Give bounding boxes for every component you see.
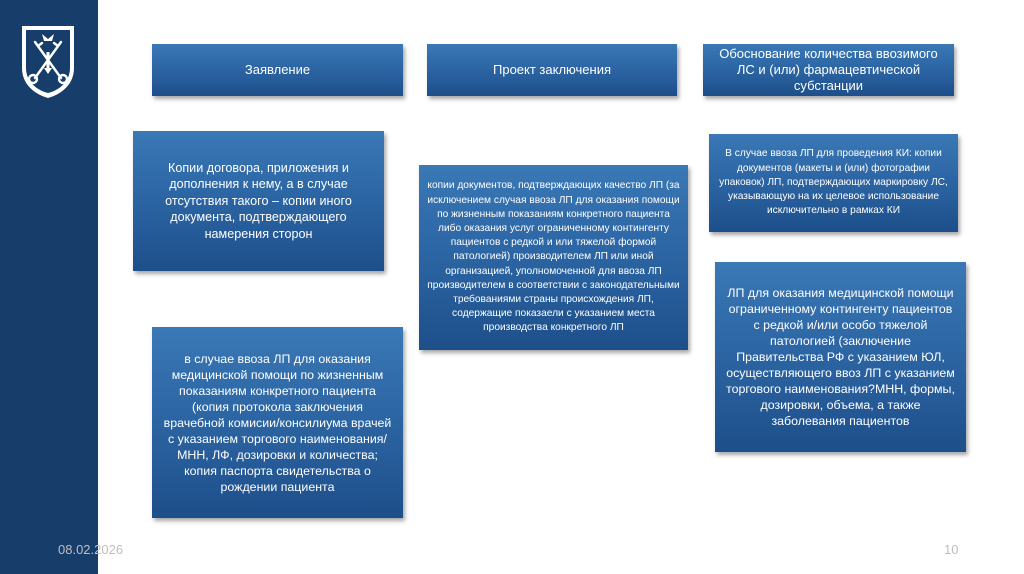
box-clinical-trials-text: В случае ввоза ЛП для проведения КИ: копии документов (макеты и (или) фотографии упаковок) ЛП, подтверждающих маркировку ЛС, указывающую на их целевое использование исключительно в рамках КИ xyxy=(719,148,948,217)
header-justification-label: Обоснование количества ввозимого ЛС и (или) фармацевтической субстанции xyxy=(719,46,938,93)
box-rare-pathology-text: ЛП для оказания медицинской помощи ограниченному контингенту пациентов с редкой и/или особо тяжелой патологией (заключение Правительства РФ с указанием ЮЛ, осуществляющего ввоз ЛП с указанием торгового наименования?МНН, формы, дозировки, объема, а также заболевания пациентов xyxy=(726,286,955,428)
header-application-label: Заявление xyxy=(244,62,311,77)
box-clinical-trials xyxy=(709,134,958,232)
box-vital-indications xyxy=(152,327,403,518)
shield-logo-icon xyxy=(18,22,78,100)
header-draft-conclusion xyxy=(427,44,677,96)
footer-date: 08.02.2026 xyxy=(58,542,124,557)
header-justification xyxy=(703,44,954,96)
box-contract-copies xyxy=(133,131,384,271)
page-number: 10 xyxy=(944,542,959,557)
box-quality-documents xyxy=(419,165,688,350)
box-vital-indications-text: в случае ввоза ЛП для оказания медицинской помощи по жизненным показаниям конкретного пациента (копия протокола заключения врачебной комисии/консилиума врачей с указанием торгового наименования/МНН, ЛФ, дозировки и количества; копия паспорта свидетельства о рождении пациента xyxy=(163,351,392,494)
header-application xyxy=(152,44,403,96)
sidebar-panel xyxy=(0,0,98,574)
box-rare-pathology xyxy=(715,262,966,452)
header-draft-conclusion-label: Проект заключения xyxy=(493,62,611,77)
box-quality-documents-text: копии документов, подтверждающих качество ЛП (за исключением случая ввоза ЛП для оказания помощи по жизненным показаниям конкретного пациента либо оказания услуг ограниченному контингенту пациентов с редкой и или тяжелой формой патологией) производителем ЛП или иной организацией, уполномоченной для ввоза ЛП производителем в соответствии с законодательными требованиями страны происхождения ЛП, содержащие показаели с указанием места производства конкретного ЛП xyxy=(427,180,680,334)
box-contract-copies-text: Копии договора, приложения и дополнения к нему, а в случае отсутствия такого – копии иного документа, подтверждающего намерения сторон xyxy=(165,160,352,241)
